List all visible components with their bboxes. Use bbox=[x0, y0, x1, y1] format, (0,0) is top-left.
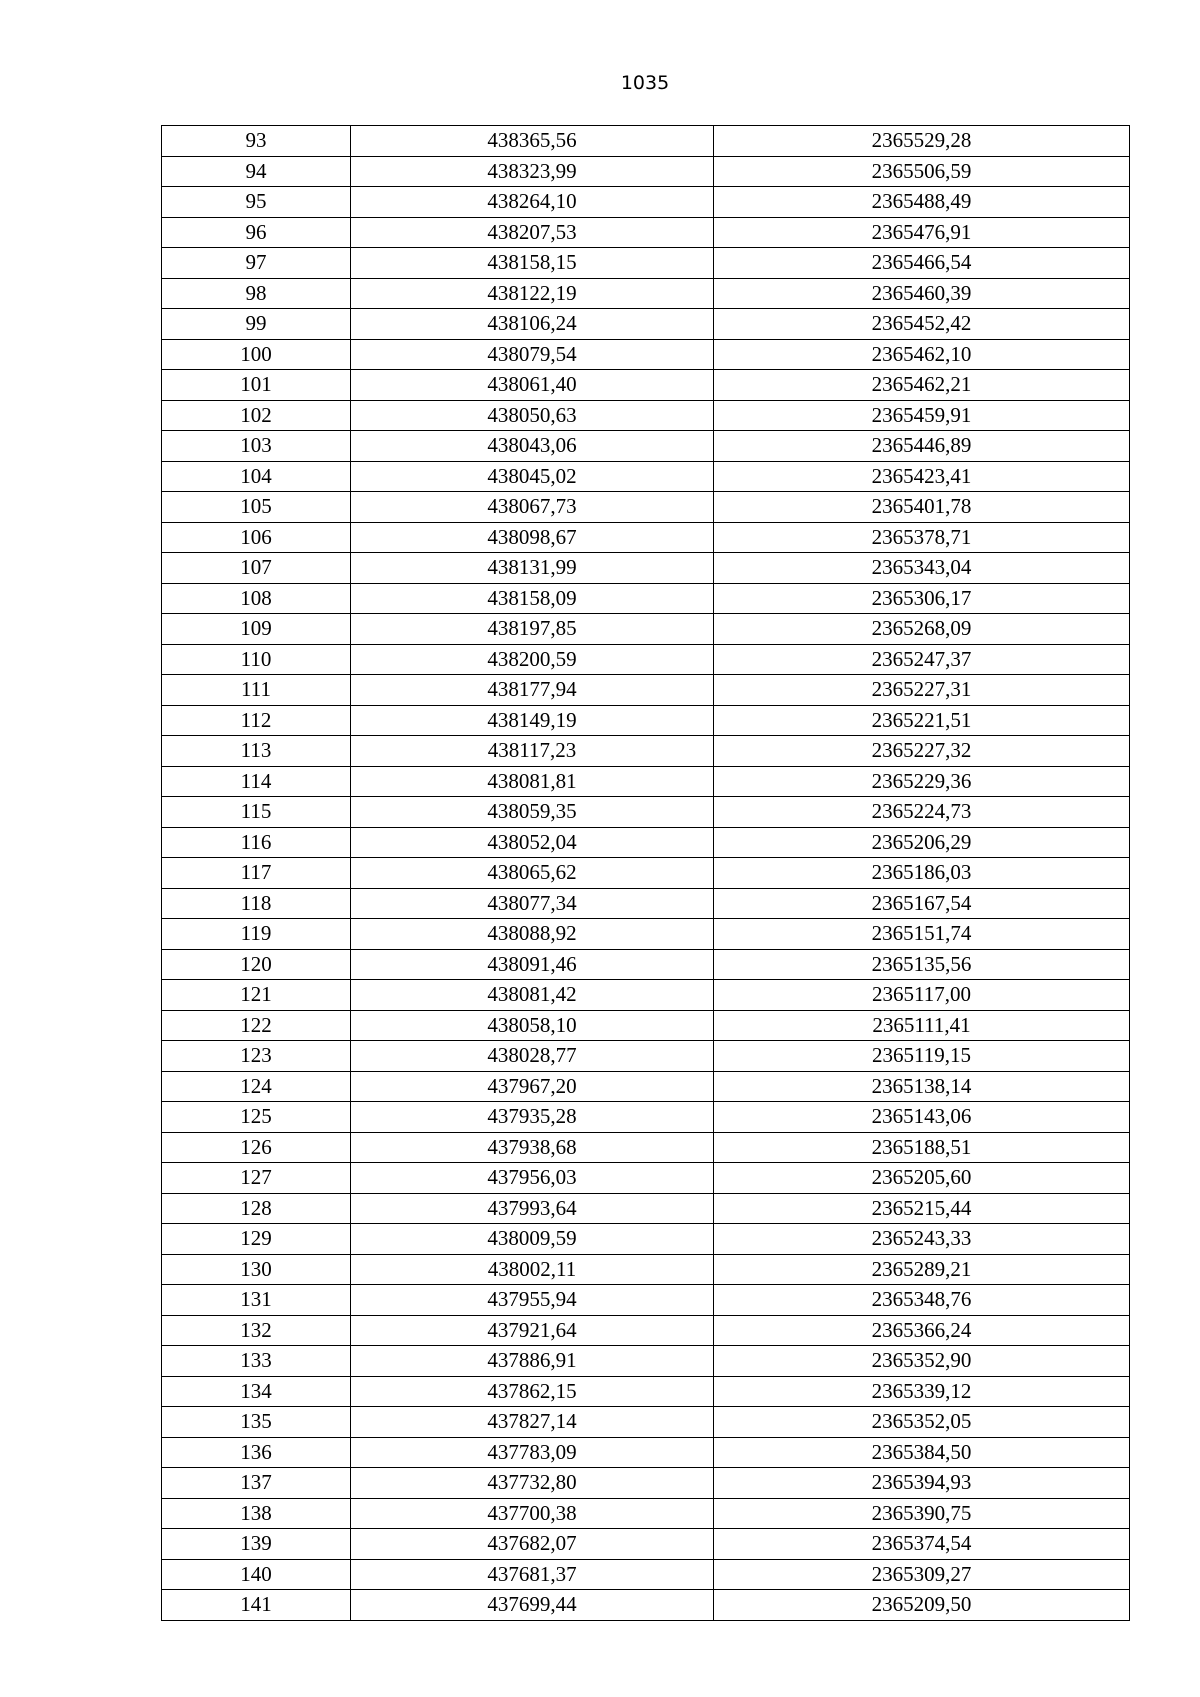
table-row bbox=[162, 1254, 1130, 1285]
table-row bbox=[162, 553, 1130, 584]
point-number-cell: 102 bbox=[162, 400, 351, 431]
y-coordinate-cell: 2365352,90 bbox=[714, 1346, 1130, 1377]
y-coordinate-cell: 2365215,44 bbox=[714, 1193, 1130, 1224]
y-coordinate-cell: 2365229,36 bbox=[714, 766, 1130, 797]
table-row bbox=[162, 1132, 1130, 1163]
y-coordinate-cell: 2365488,49 bbox=[714, 187, 1130, 218]
y-coordinate-cell: 2365167,54 bbox=[714, 888, 1130, 919]
x-coordinate-cell: 438158,15 bbox=[351, 248, 714, 279]
y-coordinate-cell: 2365459,91 bbox=[714, 400, 1130, 431]
y-coordinate-cell: 2365306,17 bbox=[714, 583, 1130, 614]
table-row bbox=[162, 1346, 1130, 1377]
table-row bbox=[162, 248, 1130, 279]
point-number-cell: 112 bbox=[162, 705, 351, 736]
y-coordinate-cell: 2365378,71 bbox=[714, 522, 1130, 553]
x-coordinate-cell: 438098,67 bbox=[351, 522, 714, 553]
point-number-cell: 109 bbox=[162, 614, 351, 645]
x-coordinate-cell: 438106,24 bbox=[351, 309, 714, 340]
y-coordinate-cell: 2365227,32 bbox=[714, 736, 1130, 767]
x-coordinate-cell: 438050,63 bbox=[351, 400, 714, 431]
point-number-cell: 96 bbox=[162, 217, 351, 248]
point-number-cell: 117 bbox=[162, 858, 351, 889]
y-coordinate-cell: 2365366,24 bbox=[714, 1315, 1130, 1346]
y-coordinate-cell: 2365247,37 bbox=[714, 644, 1130, 675]
table-row bbox=[162, 1407, 1130, 1438]
table-row bbox=[162, 1010, 1130, 1041]
x-coordinate-cell: 438052,04 bbox=[351, 827, 714, 858]
x-coordinate-cell: 438061,40 bbox=[351, 370, 714, 401]
point-number-cell: 141 bbox=[162, 1590, 351, 1621]
y-coordinate-cell: 2365343,04 bbox=[714, 553, 1130, 584]
y-coordinate-cell: 2365224,73 bbox=[714, 797, 1130, 828]
table-row bbox=[162, 1376, 1130, 1407]
table-row bbox=[162, 1193, 1130, 1224]
point-number-cell: 113 bbox=[162, 736, 351, 767]
x-coordinate-cell: 437682,07 bbox=[351, 1529, 714, 1560]
point-number-cell: 120 bbox=[162, 949, 351, 980]
point-number-cell: 118 bbox=[162, 888, 351, 919]
x-coordinate-cell: 438207,53 bbox=[351, 217, 714, 248]
y-coordinate-cell: 2365462,10 bbox=[714, 339, 1130, 370]
x-coordinate-cell: 438197,85 bbox=[351, 614, 714, 645]
table-row bbox=[162, 675, 1130, 706]
x-coordinate-cell: 438067,73 bbox=[351, 492, 714, 523]
y-coordinate-cell: 2365446,89 bbox=[714, 431, 1130, 462]
coordinates-table-body bbox=[162, 126, 1130, 1621]
table-row bbox=[162, 583, 1130, 614]
table-row bbox=[162, 522, 1130, 553]
y-coordinate-cell: 2365506,59 bbox=[714, 156, 1130, 187]
point-number-cell: 93 bbox=[162, 126, 351, 157]
point-number-cell: 124 bbox=[162, 1071, 351, 1102]
x-coordinate-cell: 438149,19 bbox=[351, 705, 714, 736]
x-coordinate-cell: 438158,09 bbox=[351, 583, 714, 614]
x-coordinate-cell: 438131,99 bbox=[351, 553, 714, 584]
x-coordinate-cell: 438323,99 bbox=[351, 156, 714, 187]
y-coordinate-cell: 2365390,75 bbox=[714, 1498, 1130, 1529]
point-number-cell: 97 bbox=[162, 248, 351, 279]
y-coordinate-cell: 2365309,27 bbox=[714, 1559, 1130, 1590]
x-coordinate-cell: 438122,19 bbox=[351, 278, 714, 309]
point-number-cell: 129 bbox=[162, 1224, 351, 1255]
table-row bbox=[162, 1163, 1130, 1194]
y-coordinate-cell: 2365268,09 bbox=[714, 614, 1130, 645]
table-row bbox=[162, 766, 1130, 797]
table-row bbox=[162, 644, 1130, 675]
y-coordinate-cell: 2365352,05 bbox=[714, 1407, 1130, 1438]
table-row bbox=[162, 187, 1130, 218]
point-number-cell: 133 bbox=[162, 1346, 351, 1377]
table-row bbox=[162, 1224, 1130, 1255]
point-number-cell: 95 bbox=[162, 187, 351, 218]
table-row bbox=[162, 309, 1130, 340]
table-row bbox=[162, 1437, 1130, 1468]
y-coordinate-cell: 2365111,41 bbox=[714, 1010, 1130, 1041]
table-row bbox=[162, 1041, 1130, 1072]
point-number-cell: 138 bbox=[162, 1498, 351, 1529]
point-number-cell: 106 bbox=[162, 522, 351, 553]
x-coordinate-cell: 438009,59 bbox=[351, 1224, 714, 1255]
y-coordinate-cell: 2365394,93 bbox=[714, 1468, 1130, 1499]
table-row bbox=[162, 400, 1130, 431]
point-number-cell: 107 bbox=[162, 553, 351, 584]
table-row bbox=[162, 1285, 1130, 1316]
point-number-cell: 110 bbox=[162, 644, 351, 675]
y-coordinate-cell: 2365206,29 bbox=[714, 827, 1130, 858]
coordinates-table bbox=[161, 125, 1130, 1621]
table-row bbox=[162, 461, 1130, 492]
x-coordinate-cell: 438079,54 bbox=[351, 339, 714, 370]
table-row bbox=[162, 736, 1130, 767]
x-coordinate-cell: 438058,10 bbox=[351, 1010, 714, 1041]
x-coordinate-cell: 437938,68 bbox=[351, 1132, 714, 1163]
x-coordinate-cell: 438264,10 bbox=[351, 187, 714, 218]
y-coordinate-cell: 2365384,50 bbox=[714, 1437, 1130, 1468]
x-coordinate-cell: 437732,80 bbox=[351, 1468, 714, 1499]
table-row bbox=[162, 827, 1130, 858]
table-row bbox=[162, 888, 1130, 919]
table-row bbox=[162, 1468, 1130, 1499]
x-coordinate-cell: 438200,59 bbox=[351, 644, 714, 675]
y-coordinate-cell: 2365117,00 bbox=[714, 980, 1130, 1011]
x-coordinate-cell: 438077,34 bbox=[351, 888, 714, 919]
table-row bbox=[162, 858, 1130, 889]
x-coordinate-cell: 438081,42 bbox=[351, 980, 714, 1011]
table-row bbox=[162, 492, 1130, 523]
point-number-cell: 101 bbox=[162, 370, 351, 401]
table-row bbox=[162, 156, 1130, 187]
x-coordinate-cell: 437783,09 bbox=[351, 1437, 714, 1468]
table-row bbox=[162, 1102, 1130, 1133]
point-number-cell: 136 bbox=[162, 1437, 351, 1468]
y-coordinate-cell: 2365529,28 bbox=[714, 126, 1130, 157]
x-coordinate-cell: 437993,64 bbox=[351, 1193, 714, 1224]
y-coordinate-cell: 2365188,51 bbox=[714, 1132, 1130, 1163]
point-number-cell: 114 bbox=[162, 766, 351, 797]
x-coordinate-cell: 437699,44 bbox=[351, 1590, 714, 1621]
point-number-cell: 137 bbox=[162, 1468, 351, 1499]
y-coordinate-cell: 2365462,21 bbox=[714, 370, 1130, 401]
table-row bbox=[162, 339, 1130, 370]
point-number-cell: 105 bbox=[162, 492, 351, 523]
x-coordinate-cell: 438117,23 bbox=[351, 736, 714, 767]
table-row bbox=[162, 278, 1130, 309]
point-number-cell: 115 bbox=[162, 797, 351, 828]
y-coordinate-cell: 2365209,50 bbox=[714, 1590, 1130, 1621]
point-number-cell: 119 bbox=[162, 919, 351, 950]
x-coordinate-cell: 437956,03 bbox=[351, 1163, 714, 1194]
point-number-cell: 116 bbox=[162, 827, 351, 858]
table-row bbox=[162, 797, 1130, 828]
y-coordinate-cell: 2365289,21 bbox=[714, 1254, 1130, 1285]
point-number-cell: 94 bbox=[162, 156, 351, 187]
x-coordinate-cell: 437921,64 bbox=[351, 1315, 714, 1346]
point-number-cell: 127 bbox=[162, 1163, 351, 1194]
point-number-cell: 123 bbox=[162, 1041, 351, 1072]
table-row bbox=[162, 705, 1130, 736]
x-coordinate-cell: 437935,28 bbox=[351, 1102, 714, 1133]
point-number-cell: 128 bbox=[162, 1193, 351, 1224]
x-coordinate-cell: 438091,46 bbox=[351, 949, 714, 980]
y-coordinate-cell: 2365186,03 bbox=[714, 858, 1130, 889]
y-coordinate-cell: 2365119,15 bbox=[714, 1041, 1130, 1072]
table-row bbox=[162, 370, 1130, 401]
x-coordinate-cell: 437862,15 bbox=[351, 1376, 714, 1407]
point-number-cell: 139 bbox=[162, 1529, 351, 1560]
x-coordinate-cell: 437700,38 bbox=[351, 1498, 714, 1529]
x-coordinate-cell: 438028,77 bbox=[351, 1041, 714, 1072]
table-row bbox=[162, 1590, 1130, 1621]
table-row bbox=[162, 919, 1130, 950]
x-coordinate-cell: 438088,92 bbox=[351, 919, 714, 950]
y-coordinate-cell: 2365221,51 bbox=[714, 705, 1130, 736]
y-coordinate-cell: 2365135,56 bbox=[714, 949, 1130, 980]
x-coordinate-cell: 438365,56 bbox=[351, 126, 714, 157]
point-number-cell: 126 bbox=[162, 1132, 351, 1163]
table-row bbox=[162, 949, 1130, 980]
point-number-cell: 134 bbox=[162, 1376, 351, 1407]
table-row bbox=[162, 1071, 1130, 1102]
point-number-cell: 122 bbox=[162, 1010, 351, 1041]
y-coordinate-cell: 2365348,76 bbox=[714, 1285, 1130, 1316]
x-coordinate-cell: 438045,02 bbox=[351, 461, 714, 492]
point-number-cell: 132 bbox=[162, 1315, 351, 1346]
point-number-cell: 103 bbox=[162, 431, 351, 462]
y-coordinate-cell: 2365205,60 bbox=[714, 1163, 1130, 1194]
table-row bbox=[162, 126, 1130, 157]
y-coordinate-cell: 2365374,54 bbox=[714, 1529, 1130, 1560]
point-number-cell: 98 bbox=[162, 278, 351, 309]
table-row bbox=[162, 1498, 1130, 1529]
y-coordinate-cell: 2365243,33 bbox=[714, 1224, 1130, 1255]
x-coordinate-cell: 438002,11 bbox=[351, 1254, 714, 1285]
table-row bbox=[162, 431, 1130, 462]
x-coordinate-cell: 437886,91 bbox=[351, 1346, 714, 1377]
y-coordinate-cell: 2365138,14 bbox=[714, 1071, 1130, 1102]
y-coordinate-cell: 2365423,41 bbox=[714, 461, 1130, 492]
point-number-cell: 104 bbox=[162, 461, 351, 492]
point-number-cell: 140 bbox=[162, 1559, 351, 1590]
page-number: 1035 bbox=[620, 72, 670, 94]
x-coordinate-cell: 437827,14 bbox=[351, 1407, 714, 1438]
table-row bbox=[162, 1315, 1130, 1346]
x-coordinate-cell: 438043,06 bbox=[351, 431, 714, 462]
point-number-cell: 125 bbox=[162, 1102, 351, 1133]
table-row bbox=[162, 217, 1130, 248]
point-number-cell: 100 bbox=[162, 339, 351, 370]
point-number-cell: 130 bbox=[162, 1254, 351, 1285]
y-coordinate-cell: 2365339,12 bbox=[714, 1376, 1130, 1407]
table-row bbox=[162, 1559, 1130, 1590]
point-number-cell: 111 bbox=[162, 675, 351, 706]
y-coordinate-cell: 2365227,31 bbox=[714, 675, 1130, 706]
x-coordinate-cell: 437955,94 bbox=[351, 1285, 714, 1316]
x-coordinate-cell: 438081,81 bbox=[351, 766, 714, 797]
y-coordinate-cell: 2365452,42 bbox=[714, 309, 1130, 340]
table-row bbox=[162, 614, 1130, 645]
point-number-cell: 108 bbox=[162, 583, 351, 614]
x-coordinate-cell: 438059,35 bbox=[351, 797, 714, 828]
point-number-cell: 131 bbox=[162, 1285, 351, 1316]
y-coordinate-cell: 2365151,74 bbox=[714, 919, 1130, 950]
point-number-cell: 99 bbox=[162, 309, 351, 340]
y-coordinate-cell: 2365466,54 bbox=[714, 248, 1130, 279]
point-number-cell: 121 bbox=[162, 980, 351, 1011]
point-number-cell: 135 bbox=[162, 1407, 351, 1438]
table-row bbox=[162, 980, 1130, 1011]
y-coordinate-cell: 2365143,06 bbox=[714, 1102, 1130, 1133]
table-row bbox=[162, 1529, 1130, 1560]
y-coordinate-cell: 2365460,39 bbox=[714, 278, 1130, 309]
x-coordinate-cell: 438065,62 bbox=[351, 858, 714, 889]
y-coordinate-cell: 2365476,91 bbox=[714, 217, 1130, 248]
y-coordinate-cell: 2365401,78 bbox=[714, 492, 1130, 523]
x-coordinate-cell: 437967,20 bbox=[351, 1071, 714, 1102]
x-coordinate-cell: 437681,37 bbox=[351, 1559, 714, 1590]
x-coordinate-cell: 438177,94 bbox=[351, 675, 714, 706]
